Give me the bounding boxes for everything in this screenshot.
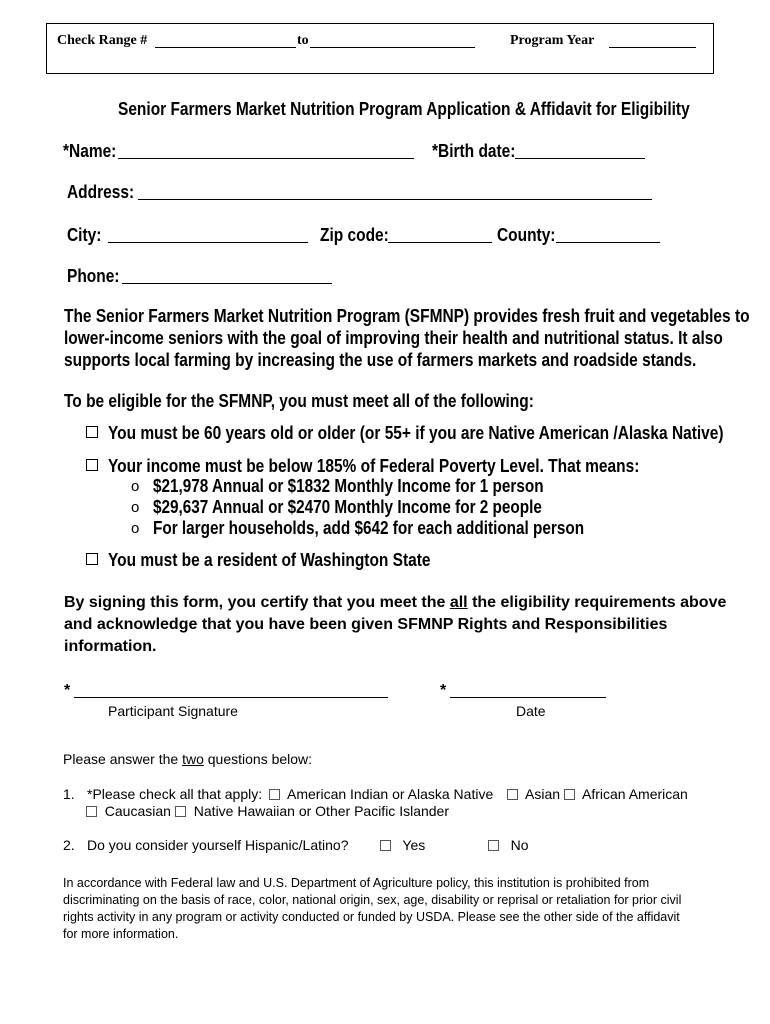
question-2-text: Do you consider yourself Hispanic/Latino? — [87, 837, 349, 853]
income-item-3: For larger households, add $642 for each additional person — [153, 518, 585, 538]
age-requirement-item — [86, 423, 108, 441]
intro-line-3: supports local farming by increasing the use of farmers markets and roadside stands. — [64, 350, 697, 370]
resident-requirement-item — [86, 550, 108, 568]
birth-date-field[interactable] — [515, 158, 645, 159]
city-field[interactable] — [108, 242, 308, 243]
checkbox-icon[interactable] — [488, 840, 499, 851]
income-requirement-text: Your income must be below 185% of Federal Poverty Level. That means: — [108, 456, 640, 476]
bullet-circle-icon: o — [131, 520, 140, 537]
signature-date-field[interactable] — [450, 697, 606, 698]
bullet-circle-icon: o — [131, 478, 140, 495]
q1-option-asian[interactable]: Asian — [507, 786, 560, 802]
checkbox-icon[interactable] — [380, 840, 391, 851]
signature-asterisk: * — [64, 682, 71, 699]
zip-code-label: Zip code: — [320, 225, 389, 245]
q2-option-yes[interactable]: Yes — [380, 837, 425, 853]
to-label: to — [297, 33, 309, 48]
resident-requirement-text: You must be a resident of Washington State — [108, 550, 431, 570]
footer-line-1: In accordance with Federal law and U.S. Department of Agriculture policy, this institution is prohibited from — [63, 876, 650, 890]
city-label: City: — [67, 225, 102, 245]
phone-field[interactable] — [122, 283, 332, 284]
county-label: County: — [497, 225, 556, 245]
certify-line-3: information. — [64, 638, 157, 655]
address-label: Address: — [67, 182, 135, 202]
checkbox-icon[interactable] — [175, 806, 186, 817]
name-field[interactable] — [118, 158, 414, 159]
zip-code-field[interactable] — [388, 242, 492, 243]
check-range-start-field[interactable] — [155, 47, 296, 48]
intro-line-2: lower-income seniors with the goal of improving their health and nutritional status. It also — [64, 328, 723, 348]
q1-option-caucasian[interactable]: Caucasian — [86, 803, 171, 819]
intro-line-1: The Senior Farmers Market Nutrition Program (SFMNP) provides fresh fruit and vegetables to — [64, 306, 750, 326]
program-year-label: Program Year — [510, 33, 595, 48]
footer-line-3: rights activity in any program or activity conducted or funded by USDA. Please see the other side of the affidavit — [63, 910, 680, 924]
county-field[interactable] — [556, 242, 660, 243]
date-asterisk: * — [440, 682, 447, 699]
question-1-text: *Please check all that apply: — [87, 786, 263, 802]
certify-line-2: and acknowledge that you have been given SFMNP Rights and Responsibilities — [64, 616, 668, 633]
footer-line-2: discriminating on the basis of race, color, national origin, sex, age, disability or reprisal or retaliation for prior civil — [63, 893, 682, 907]
phone-label: Phone: — [67, 266, 120, 286]
income-requirement-item — [86, 456, 108, 474]
checkbox-icon[interactable] — [86, 806, 97, 817]
program-year-field[interactable] — [609, 47, 696, 48]
check-range-label: Check Range # — [57, 33, 148, 48]
certify-line-1: By signing this form, you certify that you meet the all the eligibility requirements above — [64, 594, 727, 611]
age-requirement-checkbox[interactable] — [86, 426, 98, 438]
question-1-number: 1. — [63, 786, 75, 802]
age-requirement-text: You must be 60 years old or older (or 55+ if you are Native American /Alaska Native) — [108, 423, 724, 443]
participant-signature-label: Participant Signature — [108, 703, 238, 719]
q1-option-american-indian[interactable]: American Indian or Alaska Native — [269, 786, 493, 802]
birth-date-label: *Birth date: — [432, 141, 516, 161]
participant-signature-field[interactable] — [74, 697, 388, 698]
checkbox-icon[interactable] — [507, 789, 518, 800]
checkbox-icon[interactable] — [269, 789, 280, 800]
question-2-number: 2. — [63, 837, 75, 853]
questions-intro: Please answer the two questions below: — [63, 751, 313, 767]
q1-option-native-hawaiian[interactable]: Native Hawaiian or Other Pacific Islander — [175, 803, 449, 819]
q2-option-no[interactable]: No — [488, 837, 529, 853]
footer-line-4: for more information. — [63, 927, 179, 941]
income-item-2: $29,637 Annual or $2470 Monthly Income for 2 people — [153, 497, 542, 517]
check-range-end-field[interactable] — [310, 47, 475, 48]
eligibility-heading: To be eligible for the SFMNP, you must meet all of the following: — [64, 391, 534, 411]
income-item-1: $21,978 Annual or $1832 Monthly Income for 1 person — [153, 476, 544, 496]
checkbox-icon[interactable] — [564, 789, 575, 800]
income-requirement-checkbox[interactable] — [86, 459, 98, 471]
address-field[interactable] — [138, 199, 652, 200]
date-label: Date — [516, 703, 546, 719]
q1-option-african-american[interactable]: African American — [564, 786, 688, 802]
page-title: Senior Farmers Market Nutrition Program Application & Affidavit for Eligibility — [118, 99, 690, 119]
bullet-circle-icon: o — [131, 499, 140, 516]
name-label: *Name: — [63, 141, 117, 161]
resident-requirement-checkbox[interactable] — [86, 553, 98, 565]
